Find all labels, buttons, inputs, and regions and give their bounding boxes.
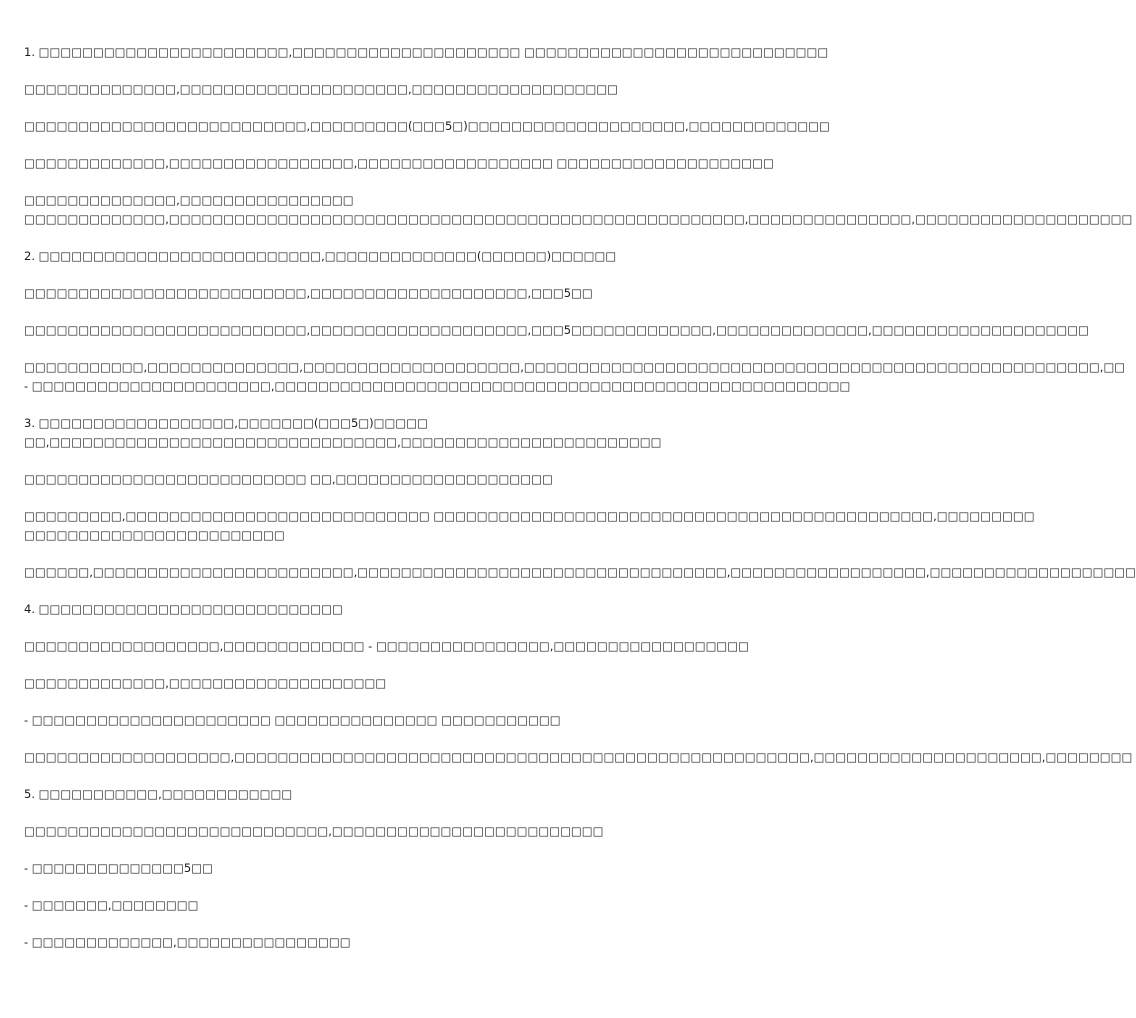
text-line: □□□□□□□□□□□□□□□□□□□□□□□□□□,□□□□□□□□□□□□□□□□□□□□,□□□5□□ — [24, 286, 593, 300]
text-line: □□□□□□□□□□□□□□,□□□□□□□□□□□□□□□□ — [24, 193, 354, 207]
text-line: □□□□□□□□□□□□□□□□□□□□□□□□□□,□□□□□□□□□(□□□5□)□□□□□□□□□□□□□□□□□□□□,□□□□□□□□□□□□□ — [24, 119, 830, 133]
text-line: □□□□□□□□□□□□□□□□□□□□□□□□□□□□,□□□□□□□□□□□□□□□□□□□□□□□□□ — [24, 824, 604, 838]
text-line: □□□□□□□□□□□□□,□□□□□□□□□□□□□□□□□□□□□□□□□□□□□□□□□□□□□□□□□□□□□□□□□□□□□,□□□□□□□□□□□□□□□,□□□□□□□□□□□□□□□□□□□□ — [24, 212, 1133, 226]
section-heading-2: 2. □□□□□□□□□□□□□□□□□□□□□□□□□□,□□□□□□□□□□□□□□(□□□□□□)□□□□□□ — [24, 249, 617, 263]
text-line: □□□□□□□□□□□□□□□□□□□□□□□□□□,□□□□□□□□□□□□□□□□□□□□,□□□5□□□□□□□□□□□□□,□□□□□□□□□□□□□□,□□□□□□□□□□□□□□□□□□□□ — [24, 323, 1090, 337]
text-line: □□□□□□,□□□□□□□□□□□□□□□□□□□□□□□□,□□□□□□□□□□□□□□□□□□□□□□□□□□□□□□□□□□,□□□□□□□□□□□□□□□□□□,□□□□□□□□□□□□□□□□□□□ — [24, 565, 1136, 579]
list-item: - □□□□□□□,□□□□□□□□ — [24, 898, 199, 912]
text-line: □□□□□□□□□,□□□□□□□□□□□□□□□□□□□□□□□□□□□□ □□□□□□□□□□□□□□□□□□□□□□□□□□□□□□□□□□□□□□□□□□□□□□,□□□□□□□□□ — [24, 509, 1035, 523]
text-line: □□□□□□□□□□□□□□□□□□,□□□□□□□□□□□□□ - □□□□□□□□□□□□□□□□,□□□□□□□□□□□□□□□□□□ — [24, 639, 750, 653]
section-heading-3: 3. □□□□□□□□□□□□□□□□□□,□□□□□□□(□□□5□)□□□□□ — [24, 416, 428, 430]
text-line: - □□□□□□□□□□□□□□□□□□□□□□,□□□□□□□□□□□□□□□□□□□□□□□□□□□□□□□□□□□□□□□□□□□□□□□□□□□□□ — [24, 379, 851, 393]
text-line: □□□□□□□□□□□□□,□□□□□□□□□□□□□□□□□,□□□□□□□□□□□□□□□□□□ □□□□□□□□□□□□□□□□□□□□ — [24, 156, 774, 170]
section-heading-4: 4. □□□□□□□□□□□□□□□□□□□□□□□□□□□□ — [24, 602, 343, 616]
document-body — [24, 43, 1136, 952]
text-line: - □□□□□□□□□□□□□□□□□□□□□□ □□□□□□□□□□□□□□□ □□□□□□□□□□□ — [24, 713, 561, 727]
text-line: □□□□□□□□□□□□□□□□□□□,□□□□□□□□□□□□□□□□□□□□□□□□□□□□□□□□□□□□□□□□□□□□□□□□□□□□□,□□□□□□□□□□□□□□□□□□□□□,□□□□□□□□ — [24, 750, 1133, 764]
section-heading-5: 5. □□□□□□□□□□□,□□□□□□□□□□□□ — [24, 787, 293, 801]
text-line: □□□□□□□□□□□□□,□□□□□□□□□□□□□□□□□□□□ — [24, 676, 387, 690]
text-line: □□□□□□□□□□□□□□□□□□□□□□□□□□ □□,□□□□□□□□□□□□□□□□□□□□ — [24, 472, 553, 486]
text-line: □□□□□□□□□□□,□□□□□□□□□□□□□□,□□□□□□□□□□□□□□□□□□□□,□□□□□□□□□□□□□□□□□□□□□□□□□□□□□□□□□□□□□□□□□□□□□□□□□□□□□,□□ — [24, 360, 1126, 374]
text-line: □□□□□□□□□□□□□□□□□□□□□□□□ — [24, 528, 285, 542]
text-line: □□□□□□□□□□□□□□,□□□□□□□□□□□□□□□□□□□□□,□□□□□□□□□□□□□□□□□□□ — [24, 82, 619, 96]
list-item: - □□□□□□□□□□□□□,□□□□□□□□□□□□□□□□ — [24, 935, 351, 949]
text-line: 1. □□□□□□□□□□□□□□□□□□□□□□□,□□□□□□□□□□□□□□□□□□□□□ □□□□□□□□□□□□□□□□□□□□□□□□□□□□ — [24, 45, 829, 59]
list-item: - □□□□□□□□□□□□□□5□□ — [24, 861, 213, 875]
text-line: □□,□□□□□□□□□□□□□□□□□□□□□□□□□□□□□□□□,□□□□□□□□□□□□□□□□□□□□□□□□ — [24, 435, 662, 449]
